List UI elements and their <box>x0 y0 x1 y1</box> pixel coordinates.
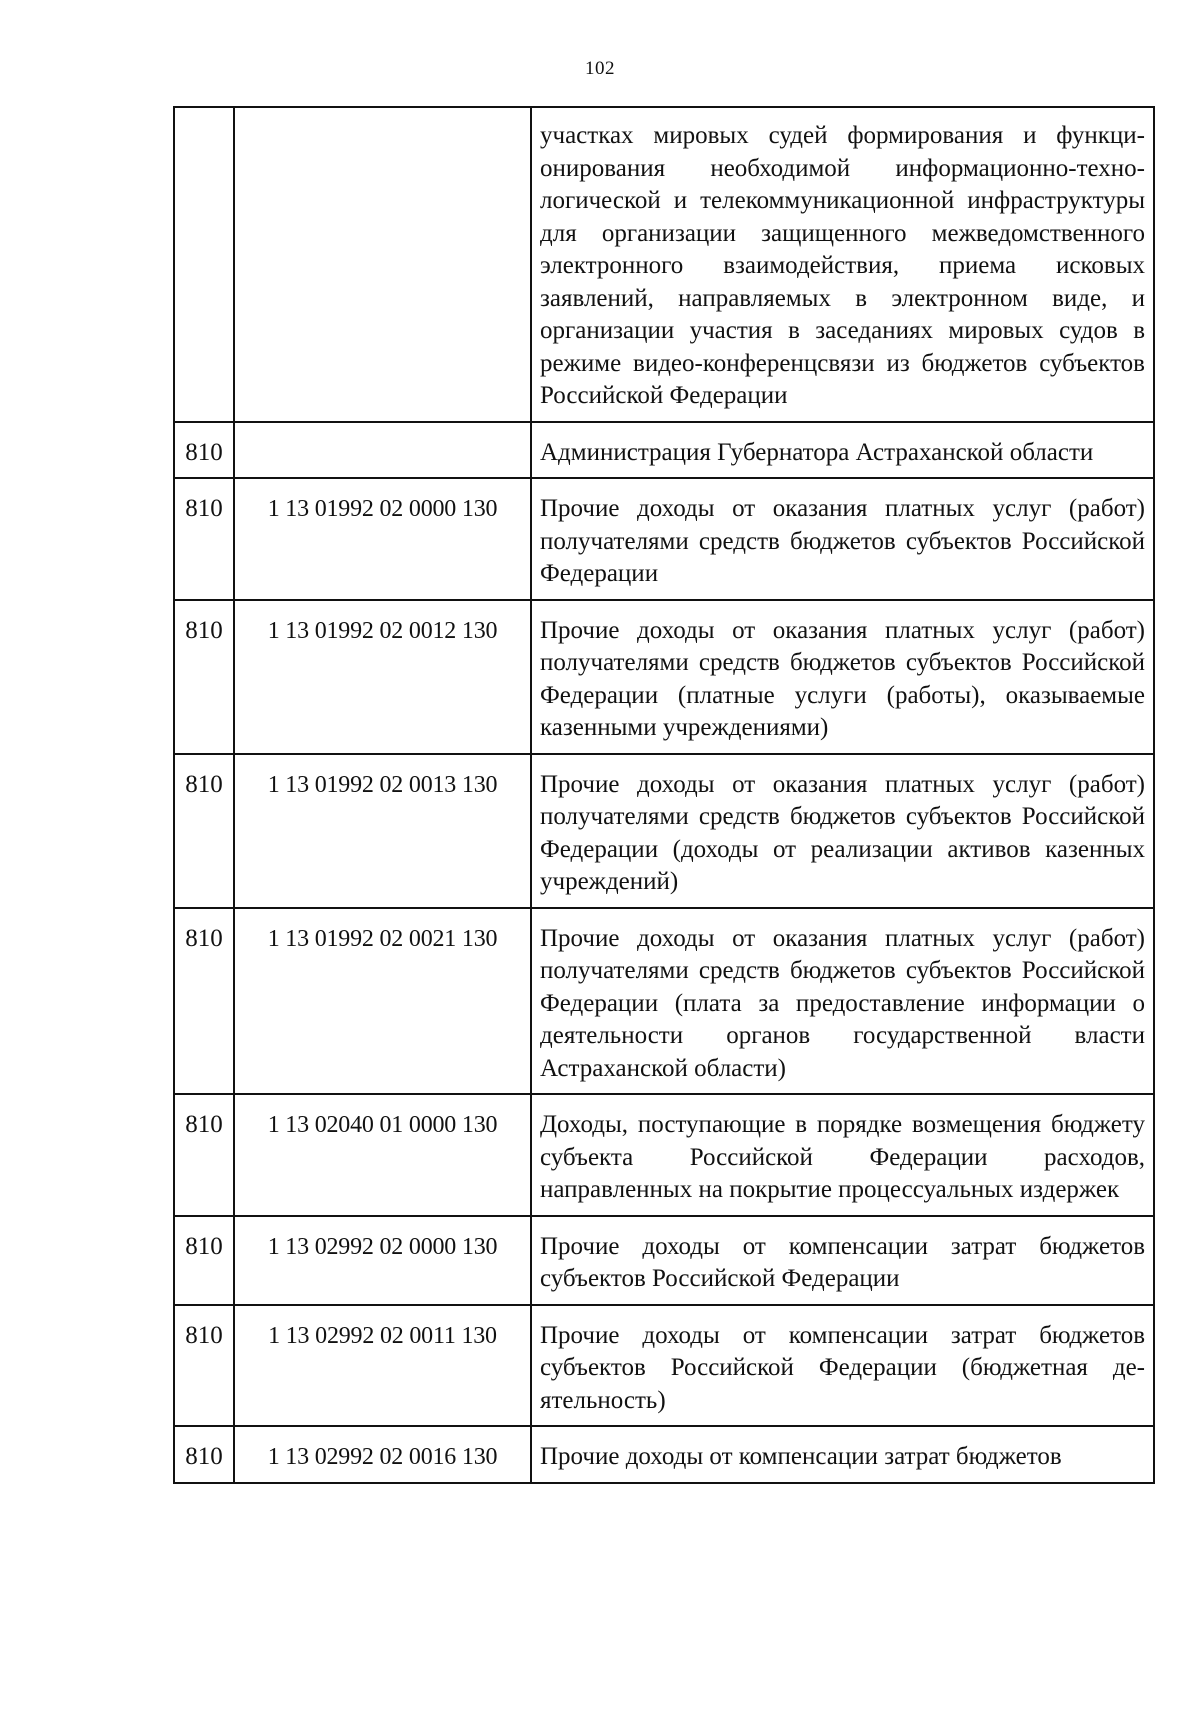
admin-code-cell: 810 <box>174 1305 234 1427</box>
kbk-code-cell <box>234 107 531 422</box>
description-cell: Прочие доходы от компенсации затрат бюджетов субъектов Российской Федерации <box>531 1216 1154 1305</box>
income-codes-table <box>173 106 1155 1484</box>
kbk-code-cell: 1 13 01992 02 0021 130 <box>234 908 531 1095</box>
admin-code-cell: 810 <box>174 1094 234 1216</box>
description-cell: Администрация Губернатора Астраханской области <box>531 422 1154 479</box>
admin-code-cell <box>174 107 234 422</box>
admin-code-cell: 810 <box>174 478 234 600</box>
admin-code-cell: 810 <box>174 908 234 1095</box>
description-cell: Прочие доходы от оказания платных услуг (работ) получателями средств бюджетов субъектов Российской Федерации (платные услуги (работы), оказываемые казенными учреждениями) <box>531 600 1154 754</box>
table-row <box>174 478 1154 600</box>
admin-code-cell: 810 <box>174 422 234 479</box>
kbk-code-cell: 1 13 01992 02 0012 130 <box>234 600 531 754</box>
admin-code-cell: 810 <box>174 600 234 754</box>
table-row <box>174 1305 1154 1427</box>
kbk-code-cell: 1 13 01992 02 0000 130 <box>234 478 531 600</box>
description-cell: Прочие доходы от компенсации затрат бюджетов субъектов Российской Федерации (бюджетная деятельность) <box>531 1305 1154 1427</box>
table-row <box>174 1426 1154 1483</box>
description-cell: Доходы, поступающие в порядке возмещения бюджету субъекта Российской Федерации расходов, направленных на покрытие процессуальных издержек <box>531 1094 1154 1216</box>
kbk-code-cell: 1 13 02992 02 0011 130 <box>234 1305 531 1427</box>
table-row <box>174 422 1154 479</box>
table-row <box>174 908 1154 1095</box>
table-row <box>174 1094 1154 1216</box>
kbk-code-cell: 1 13 02992 02 0000 130 <box>234 1216 531 1305</box>
admin-code-cell: 810 <box>174 1426 234 1483</box>
description-cell: Прочие доходы от оказания платных услуг (работ) получателями средств бюджетов субъектов Российской Федерации <box>531 478 1154 600</box>
description-cell: Прочие доходы от компенсации затрат бюджетов <box>531 1426 1154 1483</box>
admin-code-cell: 810 <box>174 1216 234 1305</box>
table-row <box>174 1216 1154 1305</box>
kbk-code-cell: 1 13 02992 02 0016 130 <box>234 1426 531 1483</box>
table-row <box>174 107 1154 422</box>
description-cell: участках мировых судей формирования и функционирования необходимой информационно-технологической и телекоммуникационной инфраструктуры для организации защищенного межведомственного электронного взаимодействия, приема исковых заявлений, направляемых в электронном виде, и организации участия в заседаниях мировых судов в режиме видео-конференцсвязи из бюджетов субъектов Российской Федерации <box>531 107 1154 422</box>
kbk-code-cell: 1 13 01992 02 0013 130 <box>234 754 531 908</box>
kbk-code-cell <box>234 422 531 479</box>
kbk-code-cell: 1 13 02040 01 0000 130 <box>234 1094 531 1216</box>
description-cell: Прочие доходы от оказания платных услуг (работ) получателями средств бюджетов субъектов Российской Федерации (доходы от реализации активов казенных учреждений) <box>531 754 1154 908</box>
page-number: 102 <box>585 58 615 79</box>
admin-code-cell: 810 <box>174 754 234 908</box>
table-row <box>174 600 1154 754</box>
table-row <box>174 754 1154 908</box>
description-cell: Прочие доходы от оказания платных услуг (работ) получателями средств бюджетов субъектов Российской Федерации (плата за предоставление информации о деятельности органов государственной власти Астраханской области) <box>531 908 1154 1095</box>
